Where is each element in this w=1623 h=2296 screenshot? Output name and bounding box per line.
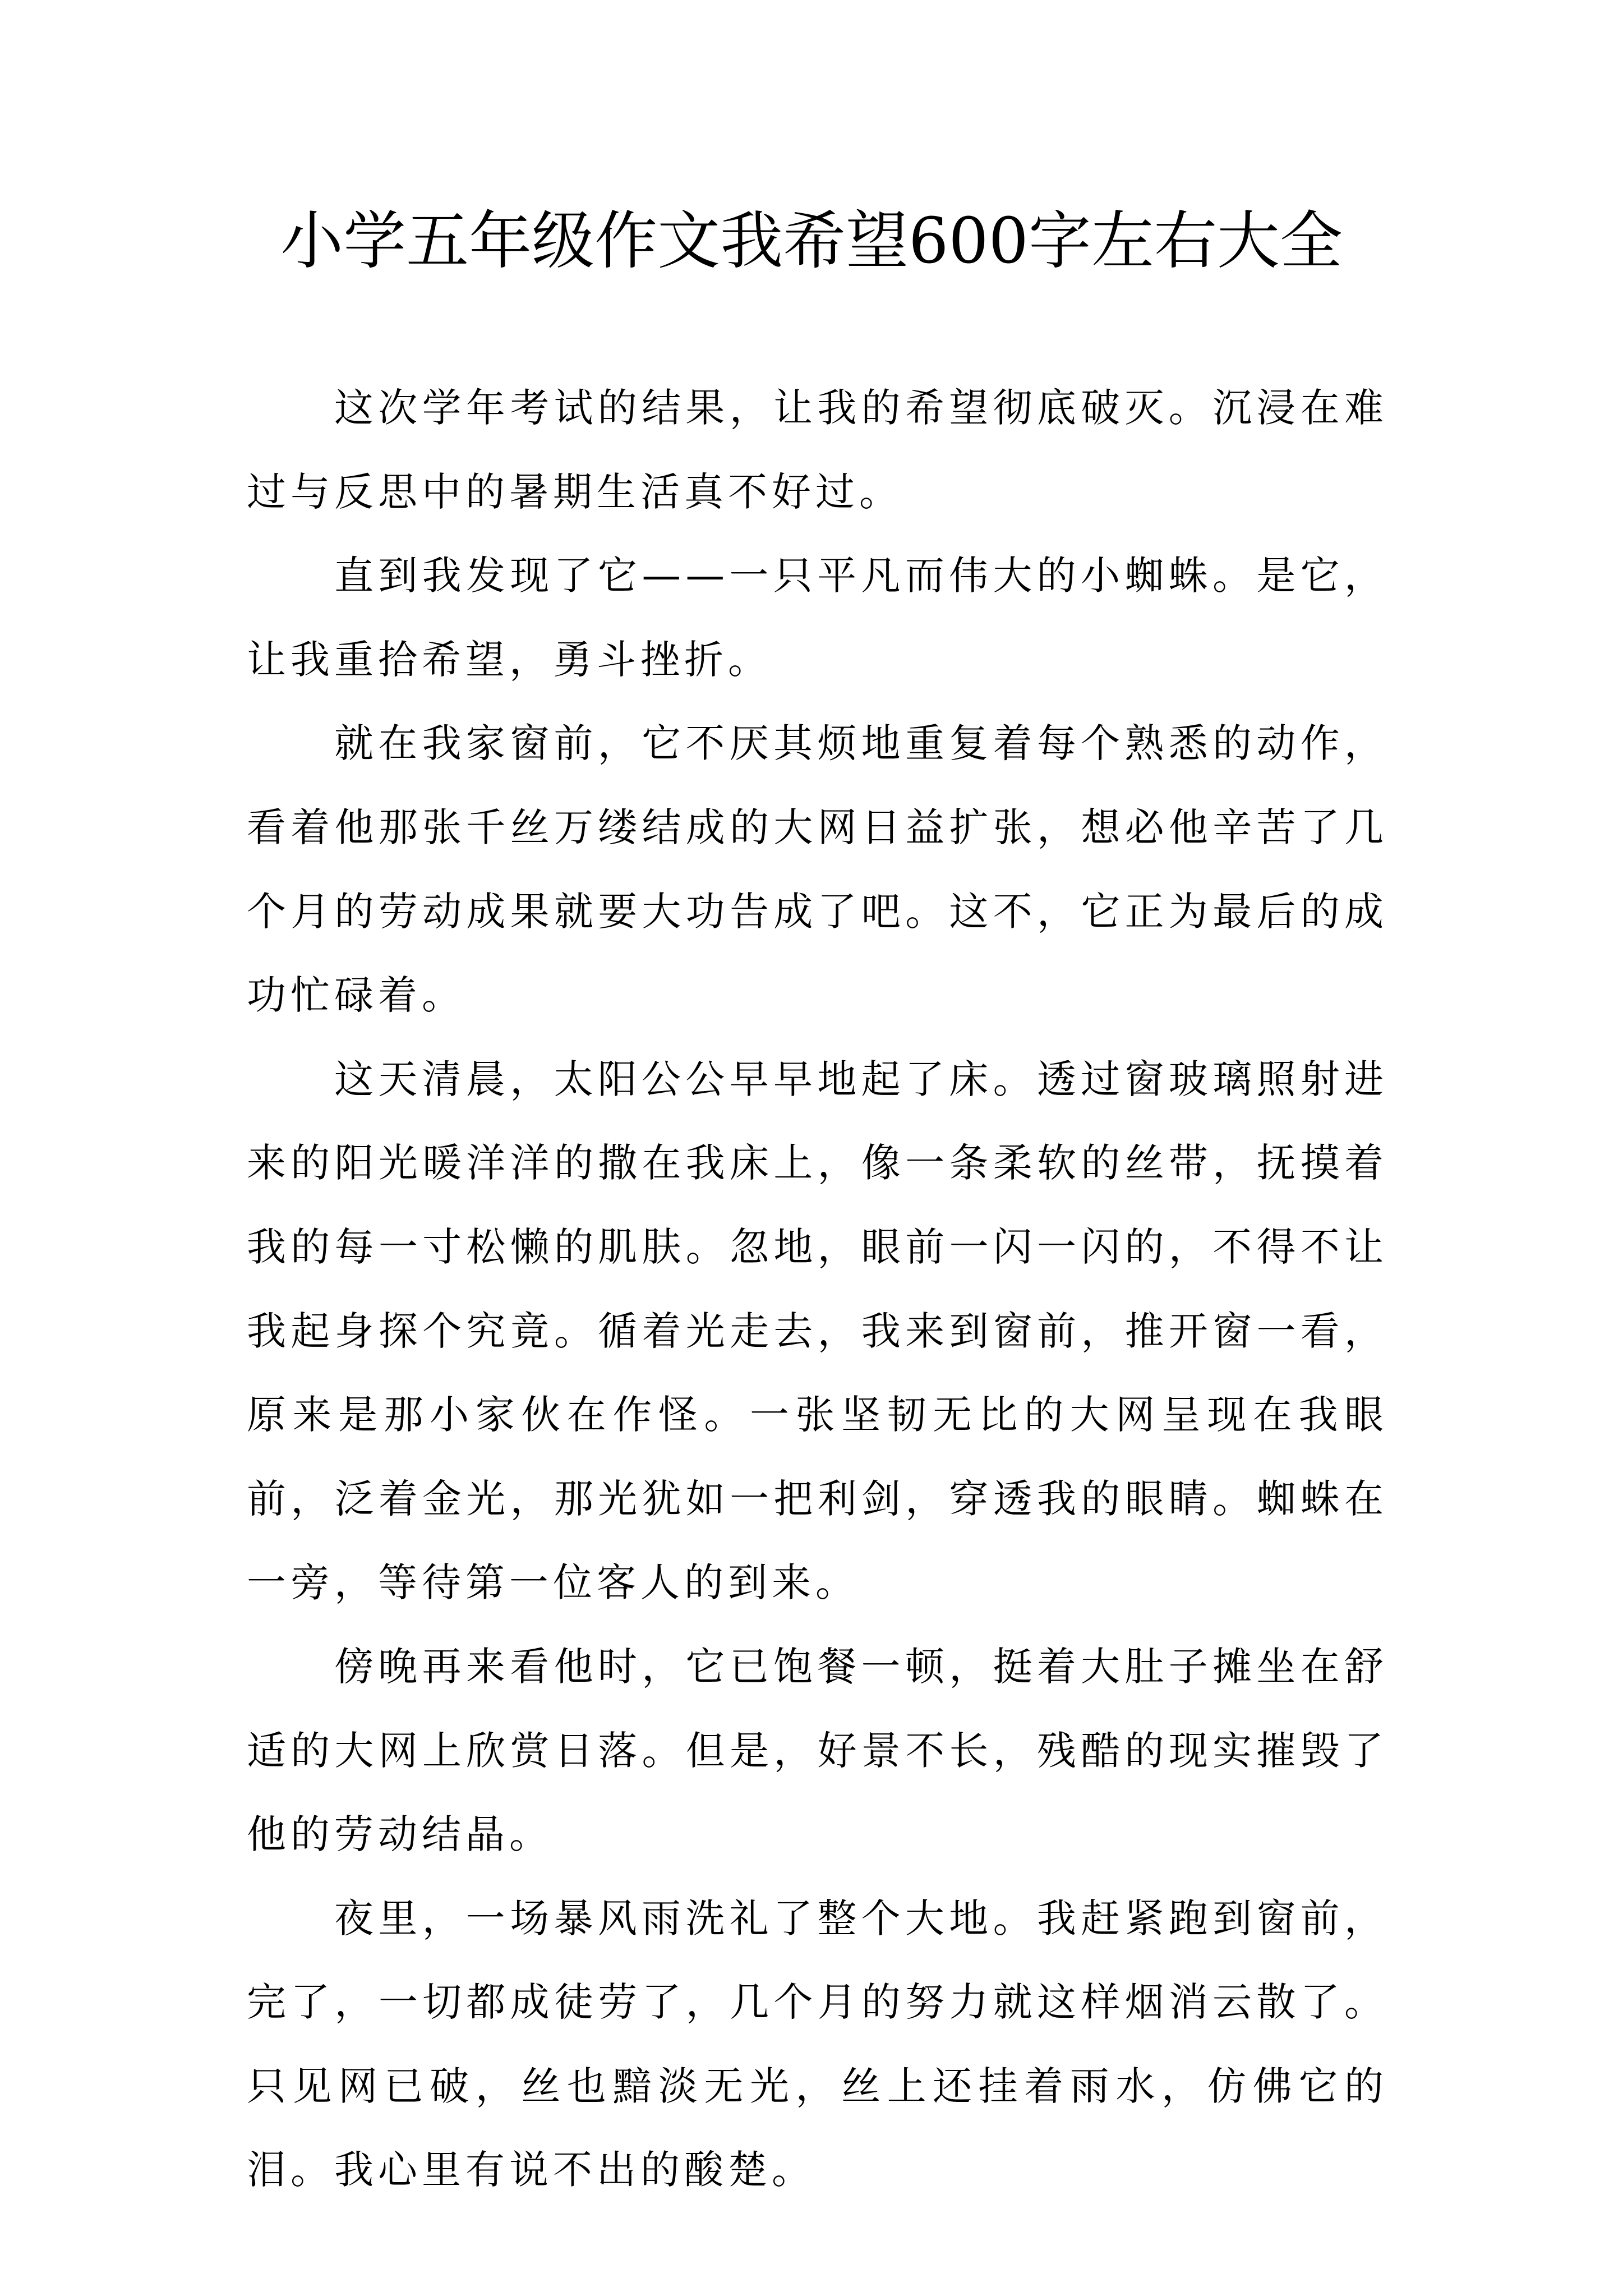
paragraph-3: 就在我家窗前，它不厌其烦地重复着每个熟悉的动作，看着他那张千丝万缕结成的大网日益扩张，想必他辛苦了几个月的劳动成果就要大功告成了吧。这不，它正为最后的成功忙碌着。 xyxy=(247,720,1388,1019)
document-body xyxy=(247,366,1388,2212)
paragraph-5: 傍晚再来看他时，它已饱餐一顿，挺着大肚子摊坐在舒适的大网上欣赏日落。但是，好景不长，残酷的现实摧毁了他的劳动结晶。 xyxy=(247,1643,1388,1858)
paragraph-2: 直到我发现了它——一只平凡而伟大的小蜘蛛。是它，让我重拾希望，勇斗挫折。 xyxy=(247,553,1388,683)
paragraph-1: 这次学年考试的结果，让我的希望彻底破灭。沉浸在难过与反思中的暑期生活真不好过。 xyxy=(247,385,1388,515)
paragraph-6: 夜里，一场暴风雨洗礼了整个大地。我赶紧跑到窗前，完了，一切都成徒劳了，几个月的努力就这样烟消云散了。只见网已破，丝也黯淡无光，丝上还挂着雨水，仿佛它的泪。我心里有说不出的酸楚。 xyxy=(247,1895,1388,2193)
paragraph-4: 这天清晨，太阳公公早早地起了床。透过窗玻璃照射进来的阳光暖洋洋的撒在我床上，像一条柔软的丝带，抚摸着我的每一寸松懒的肌肤。忽地，眼前一闪一闪的，不得不让我起身探个究竟。循着光走去，我来到窗前，推开窗一看，原来是那小家伙在作怪。一张坚韧无比的大网呈现在我眼前，泛着金光，那光犹如一把利剑，穿透我的眼睛。蜘蛛在一旁，等待第一位客人的到来。 xyxy=(247,1056,1388,1606)
document-title: 小学五年级作文我希望600字左右大全 xyxy=(280,205,1343,278)
